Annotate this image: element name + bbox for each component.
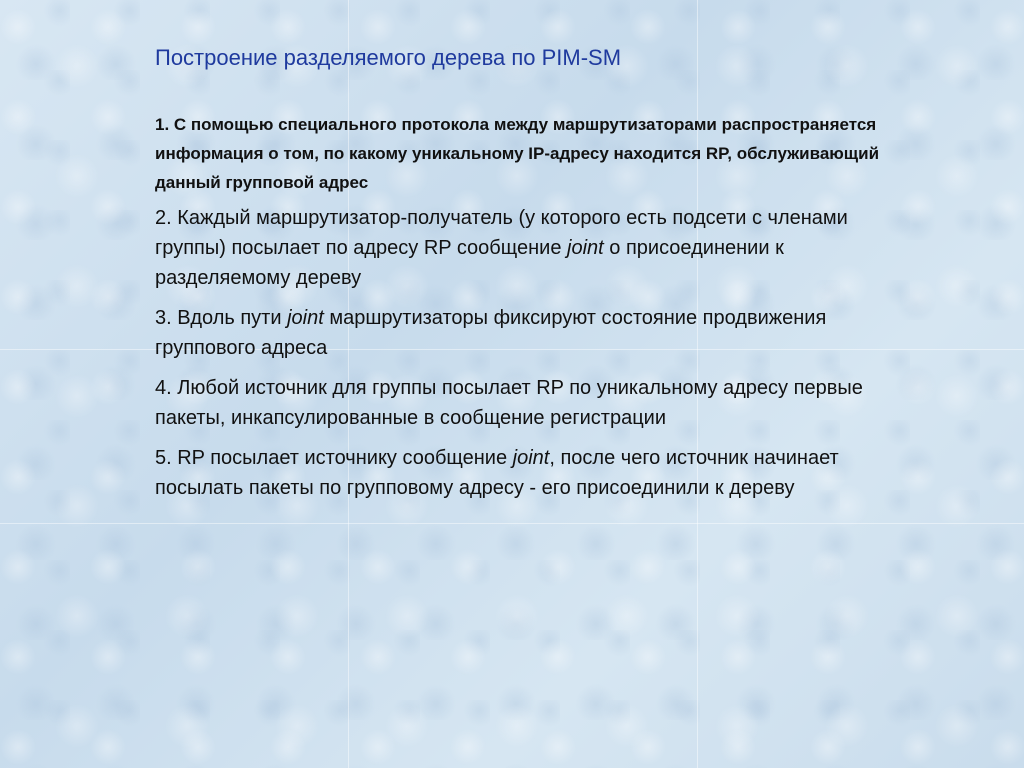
list-item-5-text: 5. RP посылает источнику сообщение (155, 447, 513, 469)
list-item-3-text-end: маршрутизаторы фиксируют состояние продвижения группового адреса (155, 307, 827, 359)
list-item-3 (155, 303, 895, 363)
list-item-2 (155, 203, 895, 293)
list-item-5 (155, 443, 895, 503)
joint-term: joint (287, 307, 324, 329)
texture-seam (0, 523, 1024, 524)
slide-content (155, 44, 895, 513)
list-item-5-text-end: , после чего источник начинает посылать пакеты по групповому адресу - его присоединили к дереву (155, 447, 839, 499)
joint-term: joint (567, 237, 604, 259)
list-item-1: 1. С помощью специального протокола между маршрутизаторами распространяется информация о том, по какому уникальному IP-адресу находится RP, обслуживающий данный групповой адрес (155, 115, 880, 192)
list-item-2-text-end: о присоединении к разделяемому дереву (155, 237, 784, 289)
slide-title: Построение разделяемого дерева по PIM-SM (155, 45, 622, 70)
list-item-3-text: 3. Вдоль пути (155, 307, 288, 329)
list-item-4: 4. Любой источник для группы посылает RP по уникальному адресу первые пакеты, инкапсулированные в сообщение регистрации (155, 377, 863, 429)
list-item-2-text: 2. Каждый маршрутизатор-получатель (у которого есть подсети с членами группы) посылает по адресу RP сообщение (155, 207, 848, 259)
joint-term: joint (512, 447, 550, 469)
